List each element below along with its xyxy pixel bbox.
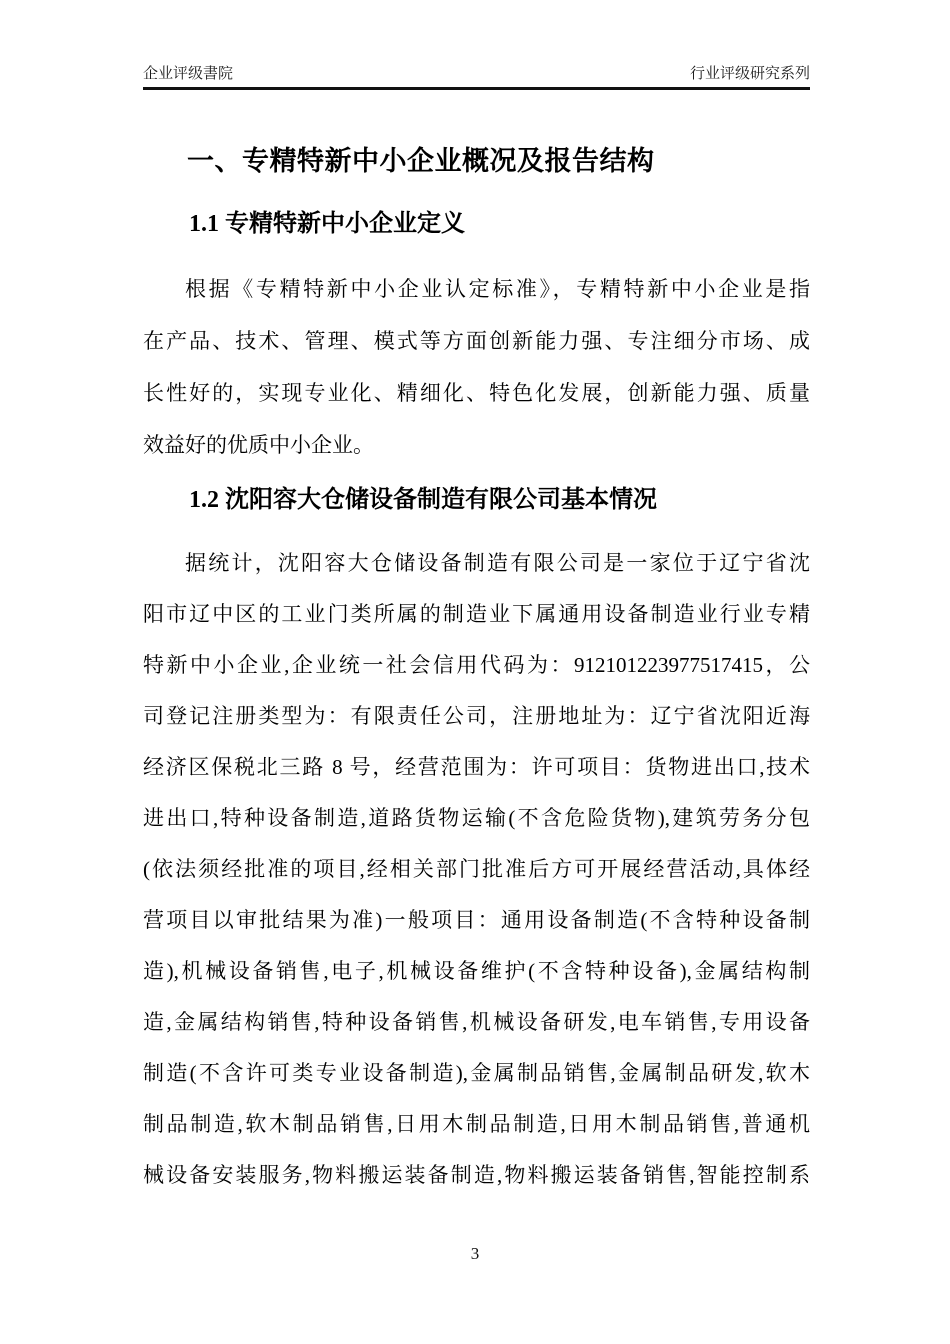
header-right-text: 行业评级研究系列 — [689, 65, 810, 82]
text-line: (依法须经批准的项目,经相关部门批准后方可开展经营活动,具体经 — [143, 857, 810, 881]
text-line: 特新中小企业,企业统一社会信用代码为：912101223977517415，公 — [143, 653, 810, 677]
text-line: 在产品、技术、管理、模式等方面创新能力强、专注细分市场、成 — [143, 329, 810, 353]
section-heading: 一、专精特新中小企业概况及报告结构 — [187, 146, 655, 176]
subsection-heading-definition: 1.1 专精特新中小企业定义 — [189, 211, 465, 237]
text-line: 营项目以审批结果为准)一般项目：通用设备制造(不含特种设备制 — [143, 908, 810, 932]
text-line: 械设备安装服务,物料搬运装备制造,物料搬运装备销售,智能控制系 — [143, 1163, 810, 1187]
text-line: 阳市辽中区的工业门类所属的制造业下属通用设备制造业行业专精 — [143, 602, 810, 626]
text-line: 制品制造,软木制品销售,日用木制品制造,日用木制品销售,普通机 — [143, 1112, 810, 1136]
paragraph-company — [143, 538, 810, 1201]
page-number: 3 — [470, 1244, 480, 1263]
text-line: 造,金属结构销售,特种设备销售,机械设备研发,电车销售,专用设备 — [143, 1010, 810, 1034]
text-line: 进出口,特种设备制造,道路货物运输(不含危险货物),建筑劳务分包 — [143, 806, 810, 830]
text-line: 效益好的优质中小企业。 — [143, 433, 374, 457]
text-line: 根据《专精特新中小企业认定标准》，专精特新中小企业是指 — [185, 277, 810, 301]
text-line: 造),机械设备销售,电子,机械设备维护(不含特种设备),金属结构制 — [143, 959, 810, 983]
header-left-text: 企业评级書院 — [143, 65, 234, 82]
text-line: 长性好的，实现专业化、精细化、特色化发展，创新能力强、质量 — [143, 381, 810, 405]
text-line: 据统计，沈阳容大仓储设备制造有限公司是一家位于辽宁省沈 — [185, 551, 810, 575]
subsection-heading-company: 1.2 沈阳容大仓储设备制造有限公司基本情况 — [189, 487, 657, 513]
text-line: 制造(不含许可类专业设备制造),金属制品销售,金属制品研发,软木 — [143, 1061, 810, 1085]
text-line: 司登记注册类型为：有限责任公司，注册地址为：辽宁省沈阳近海 — [143, 704, 810, 728]
paragraph-definition — [143, 263, 810, 471]
page-body — [143, 0, 810, 1201]
text-line: 经济区保税北三路 8 号，经营范围为：许可项目：货物进出口,技术 — [143, 755, 810, 779]
